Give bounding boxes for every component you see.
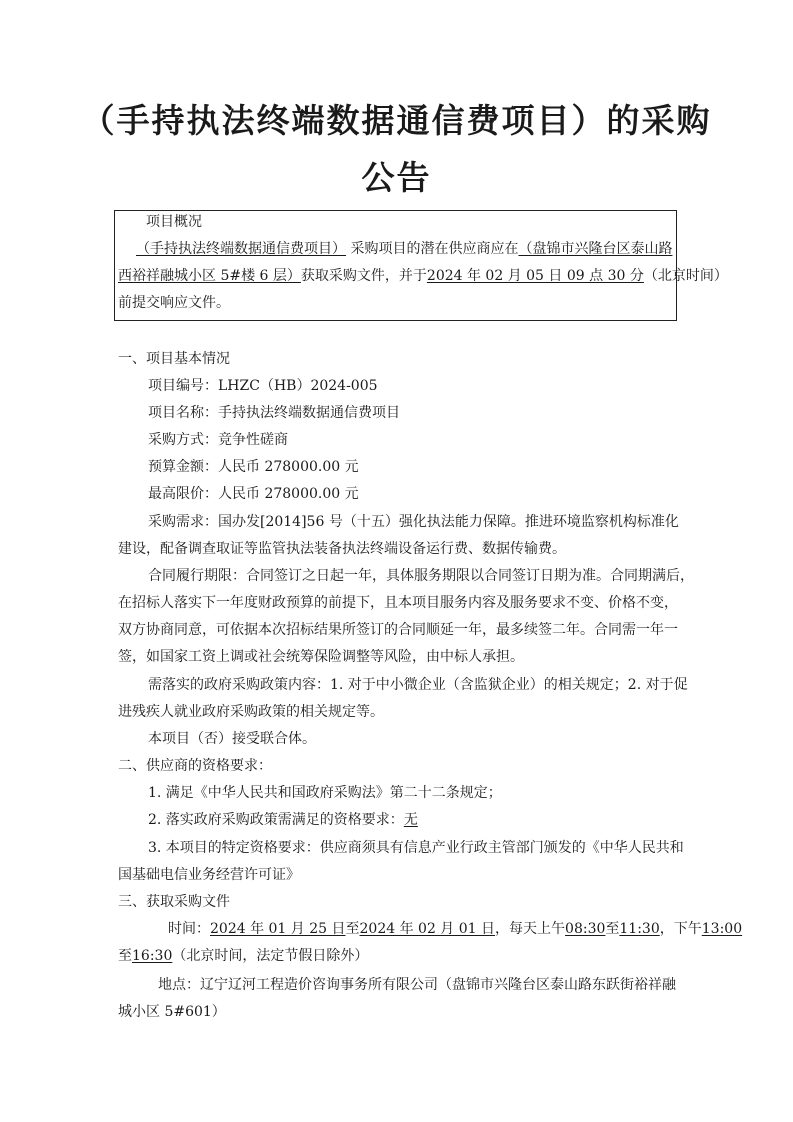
section-3-heading: 三、获取采购文件 <box>118 894 230 910</box>
requirement-2-value: 无 <box>403 812 418 828</box>
consortium-note: 本项目（否）接受联合体。 <box>148 731 316 747</box>
page-title: （手持执法终端数据通信费项目）的采购 <box>81 101 712 140</box>
project-number: 项目编号：LHZC（HB）2024-005 <box>148 378 378 394</box>
max-price: 最高限价：人民币 278000.00 元 <box>148 486 359 502</box>
page-title-continued: 公告 <box>361 158 432 197</box>
am-end: 11:30 <box>619 921 660 937</box>
overview-line-3: 前提交响应文件。 <box>118 295 230 311</box>
contract-term-cont: 双方协商同意，可依据本次招标结果所签订的合同顺延一年，最多续签二年。合同需一年一 <box>118 622 678 638</box>
overview-heading: 项目概况 <box>146 214 202 230</box>
acquisition-time <box>168 920 742 938</box>
overview-deadline: 2024 年 02 月 05 日 09 点 30 分 <box>426 268 644 284</box>
overview-address-cont: 西裕祥融城小区 5#楼 6 层） <box>118 268 301 284</box>
acquisition-time-cont <box>118 947 368 965</box>
acquisition-place-cont: 城小区 5#601） <box>118 1004 226 1020</box>
policy-content-cont: 进残疾人就业政府采购政策的相关规定等。 <box>118 704 384 720</box>
time-end: 2024 年 02 月 01 日 <box>359 921 496 937</box>
contract-term: 合同履行期限：合同签订之日起一年，具体服务期限以合同签订日期为准。合同期满后， <box>148 568 694 584</box>
overview-text: 采购项目的潜在供应商应在 <box>350 241 519 257</box>
project-name: 项目名称：手持执法终端数据通信费项目 <box>148 405 400 421</box>
requirement-3: 3. 本项目的特定资格要求：供应商须具有信息产业行政主管部门颁发的《中华人民共和 <box>148 840 684 856</box>
overview-line-1 <box>136 240 672 258</box>
procurement-demand-cont: 建设，配备调查取证等监管执法装备执法终端设备运行费、数据传输费。 <box>118 541 566 557</box>
time-daily: ，每天上午 <box>495 921 566 937</box>
requirement-1: 1. 满足《中华人民共和国政府采购法》第二十二条规定； <box>148 785 502 801</box>
time-note: （北京时间，法定节假日除外） <box>172 948 369 964</box>
overview-timezone: （北京时间） <box>643 268 728 284</box>
procurement-method: 采购方式：竞争性磋商 <box>148 432 288 448</box>
budget-amount: 预算金额：人民币 278000.00 元 <box>148 459 359 475</box>
overview-line-2 <box>118 267 728 285</box>
pm-start: 13:00 <box>701 921 743 937</box>
requirement-2 <box>148 811 418 829</box>
contract-term-cont: 签，如国家工资上调或社会统筹保险调整等风险，由中标人承担。 <box>118 649 524 665</box>
requirement-2-label: 2. 落实政府采购政策需满足的资格要求： <box>148 812 404 828</box>
policy-content: 需落实的政府采购政策内容：1. 对于中小微企业（含监狱企业）的相关规定；2. 对于促 <box>148 677 688 693</box>
overview-text: 获取采购文件，并于 <box>300 268 427 284</box>
requirement-3-cont: 国基础电信业务经营许可证》 <box>118 867 300 883</box>
am-to: 至 <box>605 921 620 937</box>
overview-address: （盘锦市兴隆台区泰山路 <box>518 241 673 257</box>
contract-term-cont: 在招标人落实下一年度财政预算的前提下，且本项目服务内容及服务要求不变、价格不变， <box>118 595 678 611</box>
acquisition-place: 地点：辽宁辽河工程造价咨询事务所有限公司（盘锦市兴隆台区泰山路东跃街裕祥融 <box>158 977 676 993</box>
am-start: 08:30 <box>565 921 606 937</box>
overview-project-name: （手持执法终端数据通信费项目） <box>136 241 346 257</box>
pm-to: 至 <box>118 948 132 964</box>
time-start: 2024 年 01 月 25 日 <box>210 921 346 937</box>
section-2-heading: 二、供应商的资格要求： <box>118 758 272 774</box>
section-1-heading: 一、项目基本情况 <box>118 351 230 367</box>
pm-label: ，下午 <box>659 921 702 937</box>
pm-end: 16:30 <box>132 948 173 964</box>
procurement-demand: 采购需求：国办发[2014]56 号（十五）强化执法能力保障。推进环境监察机构标准化 <box>148 514 679 530</box>
time-to: 至 <box>345 921 360 937</box>
time-label: 时间： <box>168 921 210 937</box>
